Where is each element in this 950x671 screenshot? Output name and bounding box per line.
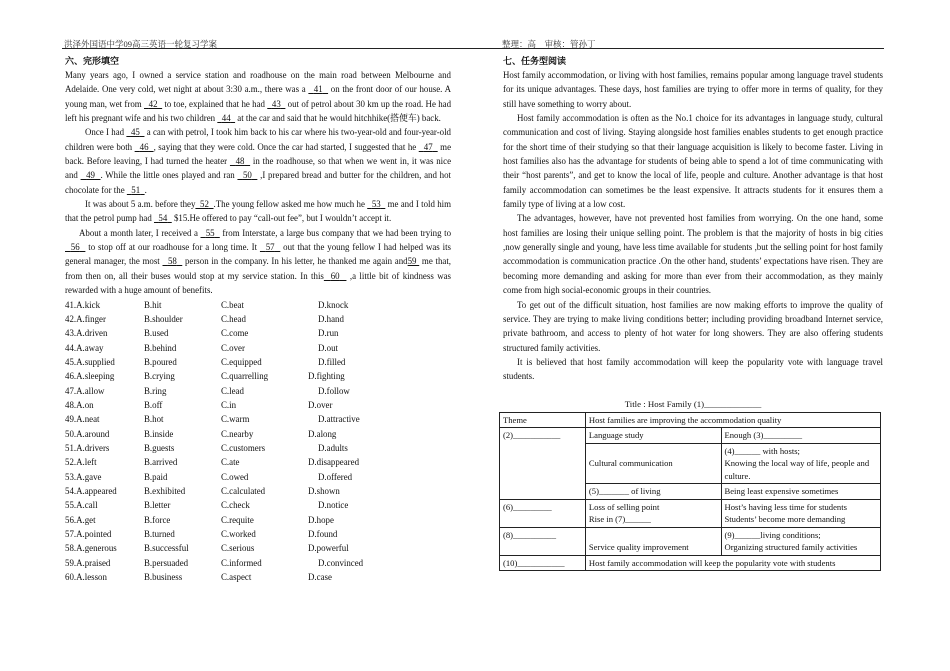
blank-47: 47 — [423, 141, 433, 152]
option-row: 43.A.driven B.used C.come D.run — [65, 328, 339, 339]
table-row — [500, 499, 881, 527]
option-row: 41.A.kick B.hit C.beat D.knock — [65, 299, 349, 310]
option-row: 50.A.around B.inside C.nearby D.along — [65, 428, 337, 439]
task-paragraph-2: Host family accommodation is often as the No.1 choice for its advantages in language study, cultural communication and cost of living. Staying alongside host families enables students to get enough practice for the short time of their studying so that their language acquisition is likely to become faster. Living in host families also has the advantage for students of being able to spend a lot of time communicating with their “host parents”, and get to know the local of life, people and culture. Another advantage is that host family accommodation can sometimes be the least expensive. It attracts students for it ensures them a family type of living at a low cost. — [503, 113, 883, 210]
option-row: 46.A.sleeping B.crying C.quarrelling D.fighting — [65, 371, 345, 382]
cell-enough-3: Enough (3)_________ — [721, 428, 881, 444]
blank-41: 41 — [313, 84, 323, 95]
table-row — [500, 412, 881, 428]
cell-cultural: Cultural communication — [585, 443, 721, 484]
cell-9: (9)______living conditions; Organizing structured family activities — [721, 527, 881, 555]
blank-51: 51 — [131, 184, 141, 195]
blank-45: 45 — [130, 127, 140, 138]
blank-56: 56 — [70, 242, 80, 253]
cloze-paragraph-3: It was about 5 a.m. before they 52 .The young fellow asked me how much he 53 me and I told him that the petrol pump had 54 $15.He offered to pay “call-out fee”, but I wouldn’t accept it. — [65, 199, 452, 224]
option-row: 47.A.allow B.ring C.lead D.follow — [65, 385, 350, 396]
option-row: 59.A.praised B.persuaded C.informed D.convinced — [65, 557, 364, 568]
blank-50: 50 — [242, 170, 252, 181]
task-paragraph-5: It is believed that host family accommodation will keep the popularity vote with language travel students. — [503, 356, 883, 382]
cloze-column — [65, 55, 451, 584]
option-row: 54.A.appeared B.exhibited C.calculated D.shown — [65, 485, 340, 496]
cell-language-study: Language study — [585, 428, 721, 444]
cell-4: (4)______ with hosts; Knowing the local way of life, people and culture. — [721, 443, 881, 484]
cell-service: Service quality improvement — [585, 527, 721, 555]
cell-loss: Loss of selling point Rise in (7)______ — [585, 499, 721, 527]
blank-6-cell: (6)_________ — [500, 499, 586, 527]
header-left: 洪泽外国语中学09高三英语一轮复习学案 — [64, 39, 218, 49]
cell-5: (5)_______ of living — [585, 484, 721, 500]
option-row: 56.A.get B.force C.requite D.hope — [65, 514, 334, 525]
header-rule — [62, 48, 884, 49]
table-title: Title : Host Family (1)_____________ — [624, 398, 762, 409]
task-paragraph-3: The advantages, however, have not prevented host families from worrying. On the one hand, some host families are losing their unique selling point. The problem is that the majority of hosts in big cities ,now generally single and young, have less time available for students ,but the selling point for host family accommodation is communication practice .On the other hand, students’ expectations have risen. They are becoming more demanding and asking for more than ever from their accommodation, as they mainly come from high social-economic groups in their countries. — [503, 213, 883, 296]
option-row: 44.A.away B.behind C.over D.out — [65, 342, 338, 353]
table-row — [500, 428, 881, 444]
cell-theme-label: Theme — [500, 412, 586, 428]
blank-10-cell: (10)___________ — [500, 555, 586, 571]
blank-44: 44 — [221, 113, 231, 124]
blank-59: 59 — [407, 256, 417, 267]
blank-54: 54 — [158, 213, 168, 224]
option-row: 58.A.generous B.successful C.serious D.powerful — [65, 543, 349, 554]
cloze-title: 六、完形填空 — [65, 56, 120, 66]
blank-46: 46 — [139, 141, 149, 152]
option-row: 48.A.on B.off C.in D.over — [65, 399, 333, 410]
option-row: 55.A.call B.letter C.check D.notice — [65, 500, 349, 511]
option-row: 51.A.drivers B.guests C.customers D.adults — [65, 442, 348, 453]
task-paragraph-1: Host family accommodation, or living with host families, remains popular among language travel students for its unique advantages. These days, host families are trying to offer more in terms of quality, for they still have something to worry about. — [503, 70, 883, 109]
header-right: 整理：高 审核：管孙丁 — [502, 39, 596, 49]
task-column — [503, 55, 883, 571]
blank-60: 60 — [330, 270, 340, 281]
table-row — [500, 555, 881, 571]
cloze-paragraph-1: Many years ago, I owned a service station and roadhouse on the main road between Melbourne and Adelaide. One very cold, wet night at about 3:30 a.m., there was a 41 on the front door of our house. A young man, wet from 42 to toe, explained that he had 43 out of petrol about 30 km up the road. He had left his pregnant wife and his two children 44 at the car and said that he would hitchhike(搭便车) back. — [65, 70, 452, 124]
task-paragraph-4: To get out of the difficult situation, host families are now making efforts to improve the quality of service. They are trying to make living conditions better; including providing broadband Internet service, private bathroom, and access to plenty of hot water for long showers. They are also offering students structured family activities. — [503, 299, 883, 353]
blank-8-cell: (8)__________ — [500, 527, 586, 555]
option-row: 60.A.lesson B.business C.aspect D.case — [65, 572, 332, 583]
cloze-paragraph-4: About a month later, I received a 55 from Interstate, a large bus company that we had been trying to 56 to stop off at our roadhouse for a long time. It 57 out that the young fellow I had helped was its general manager, the most 58 person in the company. In his letter, he thanked me again and59 me that, from then on, all their buses would stop at my service station. In this 60 ,a little bit of kindness was rewarded with a huge amount of benefits. — [65, 227, 452, 296]
blank-52: 52 — [200, 199, 209, 210]
blank-49: 49 — [86, 170, 95, 181]
table-row — [500, 527, 881, 555]
option-row: 49.A.neat B.hot C.warm D.attractive — [65, 414, 360, 425]
blank-58: 58 — [167, 256, 177, 267]
option-row: 45.A.supplied B.poured C.equipped D.filled — [65, 356, 346, 367]
option-row: 53.A.gave B.paid C.owed D.offered — [65, 471, 353, 482]
blank-57: 57 — [265, 242, 275, 253]
blank-42: 42 — [148, 98, 158, 109]
cell-worries: Host’s having less time for students Students’ become more demanding — [721, 499, 881, 527]
option-row: 52.A.left B.arrived C.ate D.disappeared — [65, 457, 360, 468]
summary-table — [499, 412, 881, 572]
blank-48: 48 — [235, 156, 245, 167]
blank-55: 55 — [205, 227, 215, 238]
option-row: 42.A.finger B.shoulder C.head D.hand — [65, 313, 344, 324]
cell-last: Host family accommodation will keep the popularity vote with students — [585, 555, 880, 571]
cloze-paragraph-2: Once I had 45 a can with petrol, I took him back to his car where his two-year-old and four-year-old children were both 46 , saying that they were cold. Once the car had started, I suggested that he 47 me back. Before leaving, I had turned the heater 48 in the roadhouse, so that when we went in, it was nice and 49 . While the little ones played and ran 50 ,I prepared bread and butter for the children, and hot chocolate for the 51 . — [65, 127, 452, 195]
cell-theme-text: Host families are improving the accommodation quality — [585, 412, 880, 428]
cell-5b: Being least expensive sometimes — [721, 484, 881, 500]
blank-53: 53 — [371, 199, 381, 210]
option-row: 57.A.pointed B.turned C.worked D.found — [65, 529, 338, 539]
blank-2-cell: (2)___________ — [500, 428, 586, 500]
task-title: 七、任务型阅读 — [503, 56, 567, 66]
cloze-options — [65, 298, 451, 585]
blank-43: 43 — [271, 98, 281, 109]
